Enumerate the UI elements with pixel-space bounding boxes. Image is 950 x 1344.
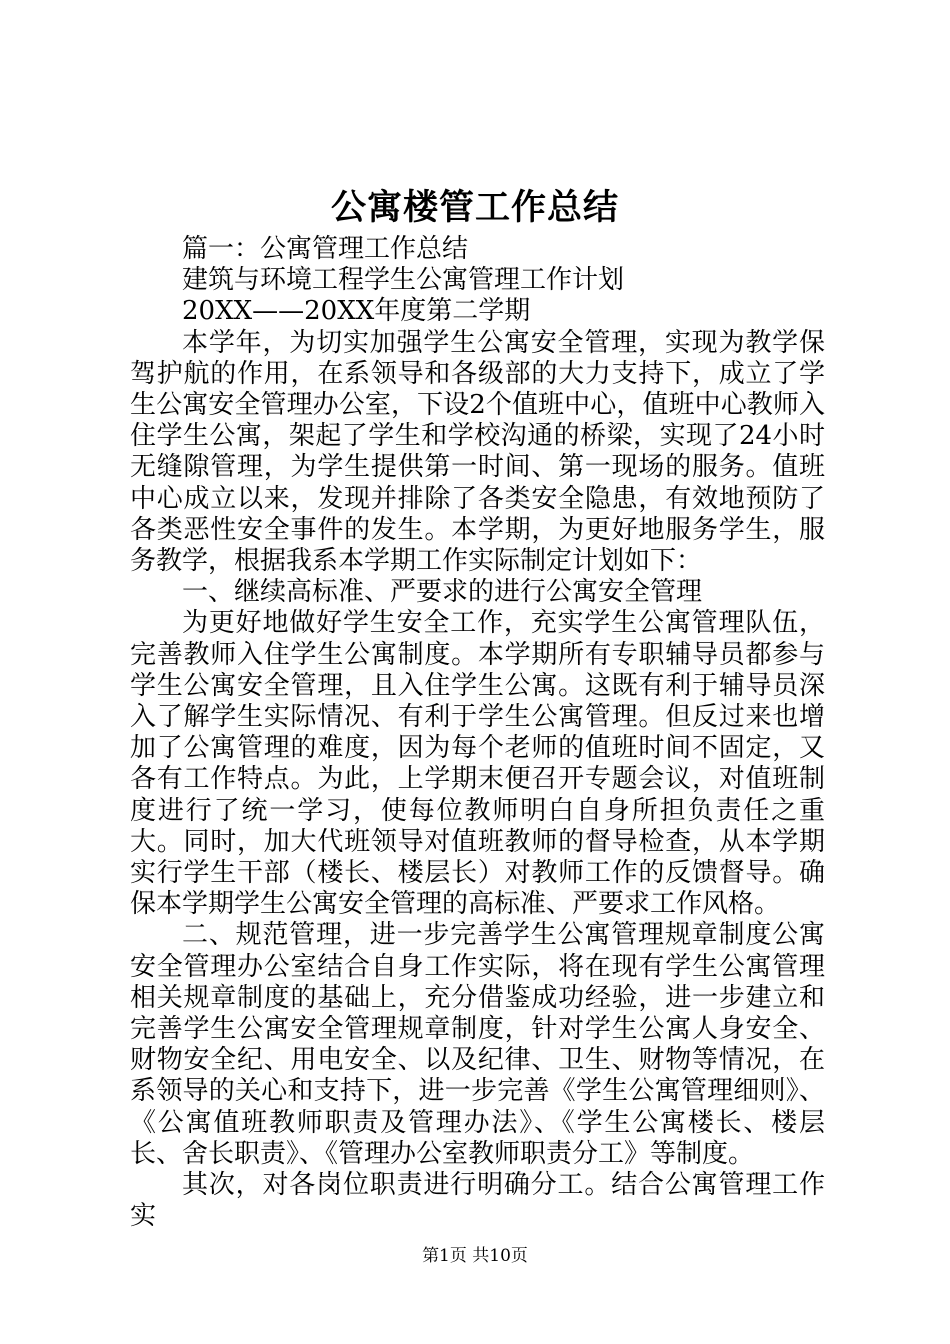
plan-title: 建筑与环境工程学生公寓管理工作计划 — [182, 265, 625, 296]
semester-line: 20XX——20XX年度第二学期 — [182, 296, 531, 327]
paragraph-one: 为更好地做好学生安全工作，充实学生公寓管理队伍，完善教师入住学生公寓制度。本学期所有专职辅导员都参与学生公寓安全管理，且入住学生公寓。这既有利于辅导员深入了解学生实际情况、有利于学生公寓管理。但反过来也增加了公寓管理的难度，因为每个老师的值班时间不固定，又各有工作特点。为此，上学期末便召开专题会议，对值班制度进行了统一学习，使每位教师明白自身所担负责任之重大。同时，加大代班领导对值班教师的督导检查，从本学期实行学生干部（楼长、楼层长）对教师工作的反馈督导。确保本学期学生公寓安全管理的高标准、严要求工作风格。 — [130, 608, 825, 920]
document-body — [130, 234, 825, 1233]
paragraph-two: 二、规范管理，进一步完善学生公寓管理规章制度公寓安全管理办公室结合自身工作实际，将在现有学生公寓管理相关规章制度的基础上，充分借鉴成功经验，进一步建立和完善学生公寓安全管理规章制度，针对学生公寓人身安全、财物安全纪、用电安全、以及纪律、卫生、财物等情况，在系领导的关心和支持下，进一步完善《学生公寓管理细则》、《公寓值班教师职责及管理办法》、《学生公寓楼长、楼层长、舍长职责》、《管理办公室教师职责分工》等制度。 — [130, 920, 825, 1169]
document-title: 公寓楼管工作总结 — [330, 187, 619, 228]
section-heading: 篇一：公寓管理工作总结 — [182, 234, 469, 264]
paragraph-intro: 本学年，为切实加强学生公寓安全管理，实现为教学保驾护航的作用，在系领导和各级部的大力支持下，成立了学生公寓安全管理办公室，下设2个值班中心，值班中心教师入住学生公寓，架起了学生和学校沟通的桥梁，实现了24小时无缝隙管理，为学生提供第一时间、第一现场的服务。值班中心成立以来，发现并排除了各类安全隐患，有效地预防了各类恶性安全事件的发生。本学期，为更好地服务学生，服务教学，根据我系本学期工作实际制定计划如下： — [130, 327, 825, 577]
paragraph-three: 其次，对各岗位职责进行明确分工。结合公寓管理工作实 — [130, 1170, 825, 1232]
page-number-footer: 第1页 共10页 — [422, 1246, 528, 1266]
subheading-one: 一、继续高标准、严要求的进行公寓安全管理 — [182, 577, 703, 608]
